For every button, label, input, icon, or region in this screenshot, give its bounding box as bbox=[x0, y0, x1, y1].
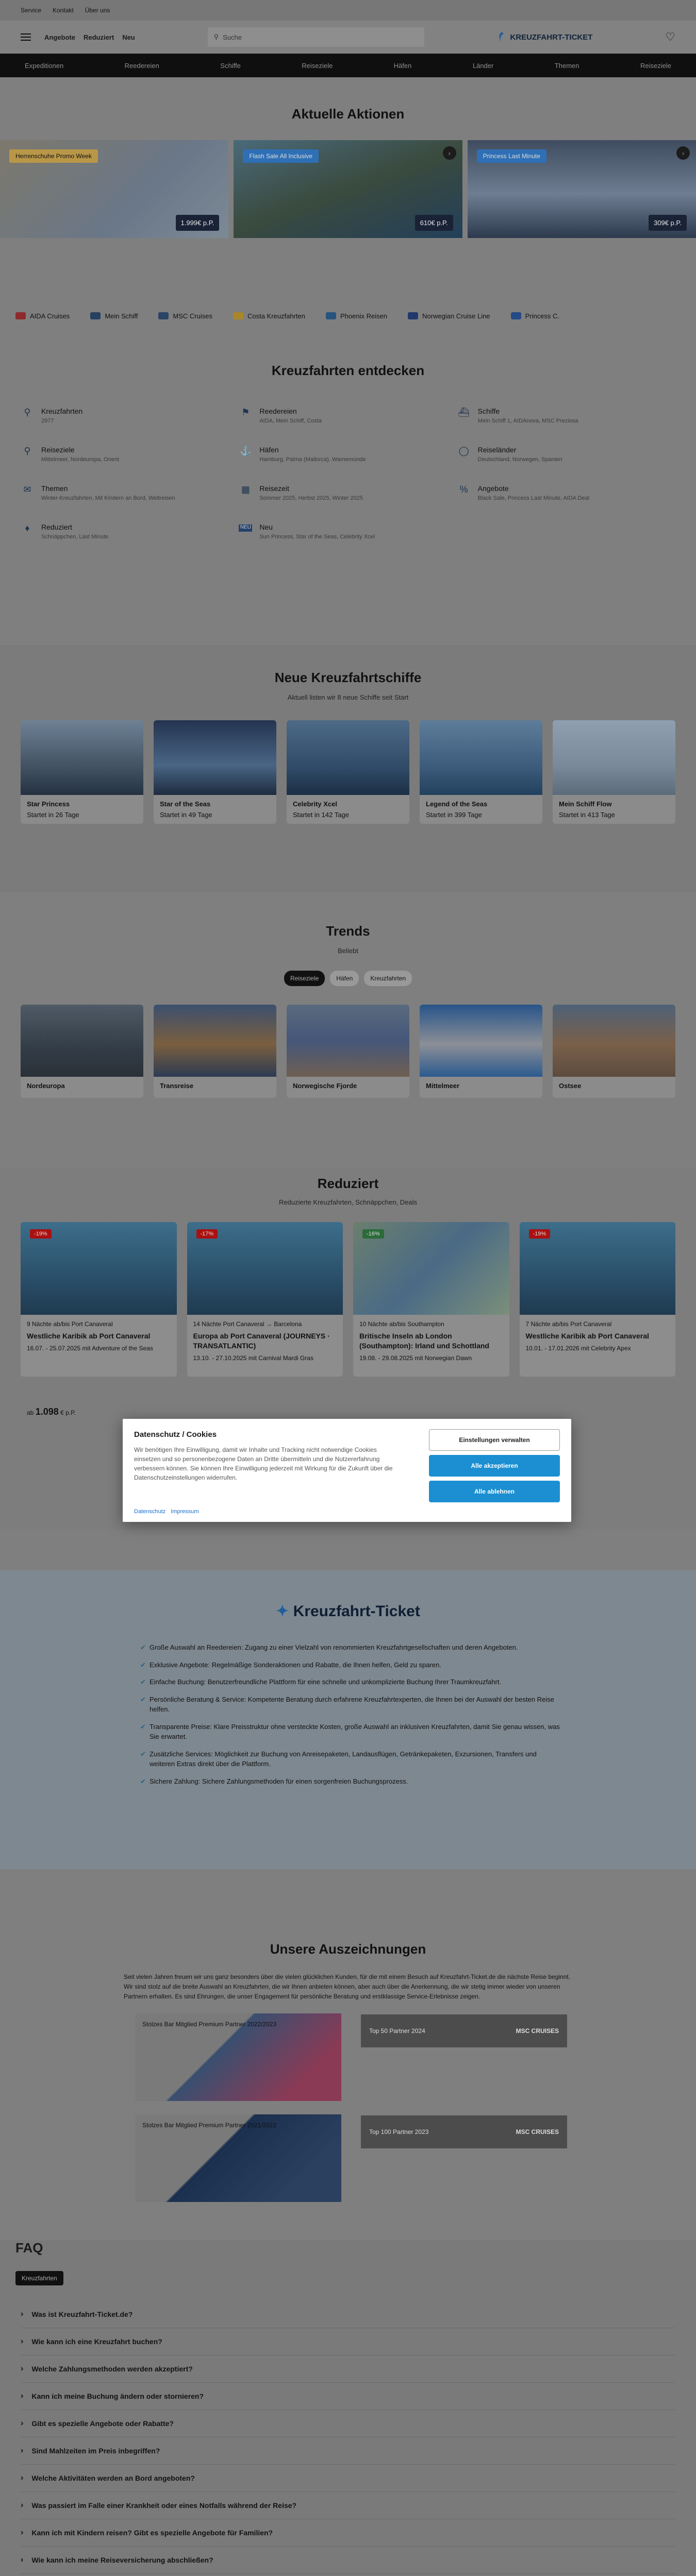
discover-item[interactable] bbox=[457, 407, 675, 425]
offer-price-value: 1.098 bbox=[35, 1406, 59, 1417]
imprint-link[interactable]: Impressum bbox=[171, 1509, 199, 1515]
promo-row bbox=[0, 140, 696, 238]
award-msc bbox=[361, 2014, 567, 2047]
offer-image bbox=[187, 1222, 343, 1315]
trend-card[interactable] bbox=[553, 1005, 675, 1098]
brand-name: Mein Schiff bbox=[105, 312, 138, 320]
brand-logo-icon bbox=[511, 312, 521, 319]
cookie-settings-button[interactable]: Einstellungen verwalten bbox=[429, 1429, 560, 1451]
offer-nights: 14 Nächte Port Canaveral → Barcelona bbox=[193, 1320, 302, 1328]
ship-name: Celebrity Xcel bbox=[293, 800, 337, 808]
search-icon: ⚲ bbox=[24, 407, 31, 417]
discover-item[interactable] bbox=[239, 523, 457, 541]
discover-item-desc: Schnäppchen, Last Minute bbox=[41, 533, 109, 540]
ship-name: Mein Schiff Flow bbox=[559, 800, 612, 808]
trend-name: Transreise bbox=[160, 1082, 194, 1090]
tab-haefen[interactable]: Häfen bbox=[330, 971, 359, 986]
faq-item[interactable]: › Kann ich meine Buchung ändern oder stornieren? bbox=[21, 2383, 675, 2410]
ship-icon: ⛴ bbox=[458, 407, 470, 417]
trend-image bbox=[420, 1005, 542, 1077]
ship-card[interactable] bbox=[553, 720, 675, 824]
about-point: ✔ Persönliche Beratung & Service: Kompetente Beratung durch erfahrene Kreuzfahrtexperten, die Ihnen bei der Auswahl der besten Reise helfen. bbox=[140, 1694, 563, 1715]
cookie-title: Datenschutz / Cookies bbox=[134, 1430, 217, 1439]
discover-item[interactable] bbox=[239, 484, 457, 502]
about-point: ✔ Sichere Zahlung: Sichere Zahlungsmethoden für einen sorgenfreien Buchungsprozess. bbox=[140, 1776, 563, 1787]
promo-badge: Princess Last Minute bbox=[477, 149, 546, 163]
faq-item[interactable] bbox=[21, 2574, 675, 2576]
discover-item-title: Reisezeit bbox=[259, 484, 289, 493]
discount-badge: -16% bbox=[362, 1229, 384, 1239]
faq-item[interactable]: › Gibt es spezielle Angebote oder Rabatte? bbox=[21, 2410, 675, 2437]
newships-sub: Aktuell listen wir 8 neue Schiffe seit Start bbox=[287, 693, 409, 701]
arrow-right-icon: › bbox=[443, 146, 456, 160]
about-point: ✔ Große Auswahl an Reedereien: Zugang zu einer Vielzahl von renommierten Kreuzfahrtgesellschaften und deren Angeboten. bbox=[140, 1642, 563, 1653]
brand-logo-icon bbox=[158, 312, 169, 319]
ship-card[interactable] bbox=[287, 720, 409, 824]
discount-badge: -19% bbox=[30, 1229, 52, 1239]
ship-name: Legend of the Seas bbox=[426, 800, 488, 808]
about-section bbox=[0, 1570, 696, 1869]
catnav-item[interactable]: Themen bbox=[554, 61, 579, 70]
trends-row bbox=[21, 1005, 675, 1098]
discover-item-desc: Mein Schiff 1, AIDAnova, MSC Preziosa bbox=[477, 418, 578, 424]
trend-image bbox=[154, 1005, 276, 1077]
promo-badge: Flash Sale All Inclusive bbox=[243, 149, 319, 163]
reduced-row bbox=[21, 1222, 675, 1377]
brand-name: Princess C. bbox=[525, 312, 560, 320]
trend-image bbox=[553, 1005, 675, 1077]
map-pin-icon: ⚲ bbox=[24, 445, 31, 456]
faq-item[interactable]: › Was passiert im Falle einer Krankheit oder eines Notfalls während der Reise? bbox=[21, 2492, 675, 2519]
ship-name: Star Princess bbox=[27, 800, 70, 808]
offer-dates: 10.01. - 17.01.2026 mit Celebrity Apex bbox=[525, 1345, 631, 1352]
search-input[interactable] bbox=[208, 27, 424, 47]
brand-item[interactable] bbox=[90, 312, 138, 320]
newships-row bbox=[21, 720, 675, 824]
msc-logo: MSC CRUISES bbox=[516, 2128, 559, 2136]
newships-title: Neue Kreuzfahrtschiffe bbox=[274, 670, 422, 685]
about-brand: Kreuzfahrt-Ticket bbox=[293, 1603, 420, 1620]
header bbox=[0, 21, 696, 54]
discover-item-title: Themen bbox=[41, 484, 68, 493]
offer-price: ab 1.098 € p.P. bbox=[27, 1406, 76, 1417]
discover-item-desc: Sommer 2025, Herbst 2025, Winter 2025 bbox=[259, 495, 363, 501]
awards-title: Unsere Auszeichnungen bbox=[270, 1941, 426, 1957]
lighthouse-icon: ⚑ bbox=[241, 407, 250, 417]
faq-item[interactable]: › Sind Mahlzeiten im Preis inbegriffen? bbox=[21, 2437, 675, 2465]
faq-item[interactable]: › Welche Zahlungsmethoden werden akzeptiert? bbox=[21, 2355, 675, 2383]
offer-card[interactable] bbox=[353, 1222, 509, 1377]
cookie-dialog bbox=[123, 1419, 571, 1522]
award-msc bbox=[361, 2115, 567, 2148]
brand-name: AIDA Cruises bbox=[30, 312, 70, 320]
catnav-item[interactable]: Expeditionen bbox=[25, 61, 64, 70]
catnav-item[interactable]: Häfen bbox=[393, 61, 412, 70]
topbar-link-kontakt[interactable]: Kontakt bbox=[53, 7, 74, 14]
discover-item-title: Reiseziele bbox=[41, 445, 75, 454]
about-point: ✔ Einfache Buchung: Benutzerfreundliche Plattform für eine schnelle und unkomplizierte Buchung Ihrer Traumkreuzfahrt. bbox=[140, 1677, 563, 1687]
discover-item-desc: Sun Princess, Star of the Seas, Celebrity Xcel bbox=[259, 533, 375, 540]
deals-title: Aktuelle Aktionen bbox=[291, 106, 405, 122]
discover-item-title: Kreuzfahrten bbox=[41, 407, 83, 415]
ship-info: Startet in 49 Tage bbox=[160, 811, 212, 819]
discover-item[interactable] bbox=[457, 484, 675, 502]
calendar-icon: ▦ bbox=[241, 484, 250, 495]
discover-item-desc: 2977 bbox=[41, 418, 54, 424]
brand-name: Phoenix Reisen bbox=[340, 312, 388, 320]
trend-card[interactable] bbox=[154, 1005, 276, 1098]
cookie-accept-button[interactable]: Alle akzeptieren bbox=[429, 1455, 560, 1477]
trend-image bbox=[287, 1005, 409, 1077]
discover-item-title: Reedereien bbox=[259, 407, 297, 415]
new-icon: NEU bbox=[239, 524, 252, 532]
trend-card[interactable] bbox=[420, 1005, 542, 1098]
cookie-reject-button[interactable]: Alle ablehnen bbox=[429, 1481, 560, 1502]
promo-card[interactable] bbox=[0, 140, 228, 238]
chat-icon: ✉ bbox=[23, 484, 31, 495]
offer-card[interactable] bbox=[21, 1222, 177, 1377]
reduced-sub: Reduzierte Kreuzfahrten, Schnäppchen, Deals bbox=[278, 1198, 418, 1206]
ship-info: Startet in 399 Tage bbox=[426, 811, 482, 819]
offer-card[interactable] bbox=[520, 1222, 676, 1377]
trend-image bbox=[21, 1005, 143, 1077]
brand-logo-icon bbox=[90, 312, 101, 319]
main-nav bbox=[44, 33, 135, 41]
trends-sub: Beliebt bbox=[338, 947, 358, 955]
brand-item[interactable] bbox=[233, 312, 305, 320]
brand-item[interactable] bbox=[158, 312, 212, 320]
faq-chip[interactable]: Kreuzfahrten bbox=[15, 2271, 63, 2285]
topbar-link-about[interactable]: Über uns bbox=[85, 7, 110, 14]
topbar-link-service[interactable]: Service bbox=[21, 7, 42, 14]
discover-item[interactable] bbox=[21, 446, 239, 464]
award-badge: Stolzes Bar Mitglied Premium Partner 2021/2022 bbox=[135, 2114, 341, 2202]
discover-item-desc: Hamburg, Palma (Mallorca), Warnemünde bbox=[259, 456, 366, 463]
faq-section bbox=[0, 2240, 696, 2576]
nav-angebote[interactable]: Angebote bbox=[44, 33, 75, 41]
discover-item[interactable] bbox=[21, 523, 239, 541]
brand-logo-icon bbox=[233, 312, 243, 319]
offer-image bbox=[353, 1222, 509, 1315]
trend-name: Nordeuropa bbox=[27, 1082, 65, 1090]
ship-image bbox=[553, 720, 675, 795]
ship-info: Startet in 413 Tage bbox=[559, 811, 615, 819]
discover-item-title: Schiffe bbox=[477, 407, 500, 415]
offer-title: Europa ab Port Canaveral (JOURNEYS · TRANSATLANTIC) bbox=[193, 1332, 330, 1350]
anchor-icon: ⚓ bbox=[240, 445, 252, 456]
trend-tabs bbox=[0, 971, 696, 986]
percent-icon: % bbox=[459, 484, 468, 495]
promo-price: 610€ p.P. bbox=[415, 215, 453, 231]
offer-title: Britische Inseln ab London (Southampton): Irland und Schottland bbox=[359, 1332, 489, 1350]
discover-item-desc: Deutschland, Norwegen, Spanien bbox=[477, 456, 562, 463]
discover-item[interactable] bbox=[457, 446, 675, 464]
trends-title: Trends bbox=[326, 923, 370, 939]
about-logo bbox=[0, 1602, 696, 1620]
offer-dates: 13.10. - 27.10.2025 mit Carnival Mardi Gras bbox=[193, 1354, 313, 1362]
ship-card[interactable] bbox=[21, 720, 143, 824]
globe-icon: ◯ bbox=[458, 445, 469, 456]
menu-icon[interactable] bbox=[21, 33, 31, 41]
reduced-title: Reduziert bbox=[317, 1176, 379, 1191]
catnav-item[interactable]: Schiffe bbox=[220, 61, 241, 70]
award-badge: Stolzes Bar Mitglied Premium Partner 2022/2023 bbox=[135, 2013, 341, 2101]
offer-nights: 9 Nächte ab/bis Port Canaveral bbox=[27, 1320, 113, 1328]
discover-item-title: Reiseländer bbox=[477, 445, 517, 454]
ship-image bbox=[420, 720, 542, 795]
faq-item[interactable]: › Wie kann ich meine Reiseversicherung abschließen? bbox=[21, 2547, 675, 2574]
offer-title: Westliche Karibik ab Port Canaveral bbox=[27, 1332, 151, 1341]
about-list bbox=[140, 1642, 563, 1793]
nav-reduziert[interactable]: Reduziert bbox=[83, 33, 114, 41]
ship-card[interactable] bbox=[420, 720, 542, 824]
ship-info: Startet in 26 Tage bbox=[27, 811, 79, 819]
offer-card[interactable] bbox=[187, 1222, 343, 1377]
category-nav bbox=[0, 54, 696, 77]
ship-image bbox=[154, 720, 276, 795]
trend-card[interactable] bbox=[21, 1005, 143, 1098]
promo-card[interactable] bbox=[234, 140, 462, 238]
discover-item-title: Häfen bbox=[259, 445, 279, 454]
faq-item[interactable]: › Welche Aktivitäten werden an Bord angeboten? bbox=[21, 2465, 675, 2492]
award-msc-text: Top 100 Partner 2023 bbox=[369, 2128, 429, 2136]
discover-item-title: Neu bbox=[259, 522, 273, 531]
brand-strip bbox=[0, 304, 696, 328]
brand-item[interactable] bbox=[15, 312, 70, 320]
offer-image bbox=[520, 1222, 676, 1315]
catnav-item[interactable]: Länder bbox=[472, 61, 494, 70]
trend-card[interactable] bbox=[287, 1005, 409, 1098]
discover-item[interactable] bbox=[21, 407, 239, 425]
about-point: ✔ Transparente Preise: Klare Preisstruktur ohne versteckte Kosten, große Auswahl an inklusiven Kreuzfahrten, damit Sie genau wissen, was Sie erwartet. bbox=[140, 1722, 563, 1742]
catnav-item[interactable]: Reedereien bbox=[124, 61, 159, 70]
faq-item[interactable]: › Was ist Kreuzfahrt-Ticket.de? bbox=[21, 2301, 675, 2328]
nav-neu[interactable]: Neu bbox=[122, 33, 135, 41]
discover-item-title: Angebote bbox=[477, 484, 509, 493]
ship-image bbox=[21, 720, 143, 795]
discover-item-desc: Black Sale, Princess Last Minute, AIDA Deal bbox=[477, 495, 590, 501]
brand-name: Costa Kreuzfahrten bbox=[247, 312, 305, 320]
search-icon: ⚲ bbox=[213, 33, 219, 41]
awards-section bbox=[0, 1869, 696, 2240]
discover-title: Kreuzfahrten entdecken bbox=[271, 363, 425, 378]
brand-item[interactable] bbox=[326, 312, 387, 320]
promo-card[interactable] bbox=[468, 140, 696, 238]
trend-name: Ostsee bbox=[559, 1082, 582, 1090]
discount-badge: -17% bbox=[196, 1229, 218, 1239]
faq-list bbox=[21, 2301, 675, 2576]
about-point: ✔ Exklusive Angebote: Regelmäßige Sonderaktionen und Rabatte, die Ihnen helfen, Geld zu sparen. bbox=[140, 1660, 563, 1670]
ship-card[interactable] bbox=[154, 720, 276, 824]
tag-icon: ♦ bbox=[25, 522, 30, 533]
promo-price: 309€ p.P. bbox=[649, 215, 687, 231]
brand-item[interactable] bbox=[408, 312, 490, 320]
offer-nights: 10 Nächte ab/bis Southampton bbox=[359, 1320, 444, 1328]
discover-item-title: Reduziert bbox=[41, 522, 72, 531]
brand-logo-icon bbox=[408, 312, 418, 319]
tab-kreuzfahrten[interactable]: Kreuzfahrten bbox=[364, 971, 412, 986]
faq-item[interactable]: › Kann ich mit Kindern reisen? Gibt es spezielle Angebote für Familien? bbox=[21, 2519, 675, 2547]
offer-image bbox=[21, 1222, 177, 1315]
brand-name: MSC Cruises bbox=[173, 312, 212, 320]
discover-item-desc: Winter-Kreuzfahrten, Mit Kindern an Bord, Weltreisen bbox=[41, 495, 175, 501]
discover-grid bbox=[21, 407, 675, 540]
faq-item[interactable]: › Wie kann ich eine Kreuzfahrt buchen? bbox=[21, 2328, 675, 2355]
brand-item[interactable] bbox=[511, 312, 559, 320]
about-point: ✔ Zusätzliche Services: Möglichkeit zur Buchung von Anreisepaketen, Landausflügen, Getränkepaketen, Exzursionen, Transfers und weiteren Extras direkt über die Plattform. bbox=[140, 1749, 563, 1769]
awards-text: Seit vielen Jahren freuen wir uns ganz besonders über die vielen glücklichen Kunden, für die mit einem Besuch auf Kreuzfahrt-Ticket.de die nächste Reise beginnt. Wir sind stolz auf die breite Auswahl an Kreuzfahrten, die wir Ihnen anbieten können, aber auch über die Anerkennung, die wir stetig immer wieder von unseren Partnern erhalten. Es sind Ehrungen, die unser Engagement für persönliche Beratung und erstklassige Service-Erlebnisse zeigen. bbox=[124, 1973, 571, 2001]
discount-badge: -19% bbox=[529, 1229, 551, 1239]
catnav-item[interactable]: Reiseziele bbox=[302, 61, 333, 70]
search-placeholder: Suche bbox=[223, 33, 242, 41]
logo-icon: ✦ bbox=[276, 1603, 289, 1620]
discover-item[interactable] bbox=[239, 407, 457, 425]
discover-item[interactable] bbox=[239, 446, 457, 464]
catnav-item[interactable]: Reiseziele bbox=[640, 61, 671, 70]
ship-name: Star of the Seas bbox=[160, 800, 211, 808]
cookie-text: Wir benötigen Ihre Einwilligung, damit wir Inhalte und Tracking nicht notwendige Cookies einsetzen und so personenbezogene Daten an Dritte übermitteln und die Nutzererfahrung verbessern können. Sie können Ihre Einwilligung jederzeit mit Wirkung für die Zukunft über die Datenschutzeinstellungen widerrufen. bbox=[134, 1446, 393, 1481]
ship-info: Startet in 142 Tage bbox=[293, 811, 349, 819]
logo-icon bbox=[496, 31, 507, 43]
brand-name: Norwegian Cruise Line bbox=[422, 312, 490, 320]
offer-dates: 19.08. - 29.08.2025 mit Norwegian Dawn bbox=[359, 1354, 472, 1362]
discover-item-desc: Mittelmeer, Nordeuropa, Orient bbox=[41, 456, 120, 463]
promo-price: 1.999€ p.P. bbox=[176, 215, 220, 231]
faq-title: FAQ bbox=[15, 2240, 43, 2256]
heart-icon[interactable]: ♡ bbox=[665, 30, 675, 43]
offer-dates: 16.07. - 25.07.2025 mit Adventure of the Seas bbox=[27, 1345, 153, 1352]
msc-logo: MSC CRUISES bbox=[516, 2027, 559, 2035]
offer-title: Westliche Karibik ab Port Canaveral bbox=[525, 1332, 649, 1341]
ship-image bbox=[287, 720, 409, 795]
brand-logo-icon bbox=[326, 312, 336, 319]
promo-badge: Herrenschuhe Promo Week bbox=[9, 149, 98, 163]
brand-logo-icon bbox=[15, 312, 26, 319]
offer-nights: 7 Nächte ab/bis Port Canaveral bbox=[525, 1320, 612, 1328]
privacy-link[interactable]: Datenschutz bbox=[134, 1509, 166, 1515]
award-msc-text: Top 50 Partner 2024 bbox=[369, 2027, 425, 2035]
trend-name: Mittelmeer bbox=[426, 1082, 460, 1090]
logo-text: KREUZFAHRT-TICKET bbox=[510, 32, 593, 42]
header-logo[interactable] bbox=[496, 31, 592, 43]
discover-item-desc: AIDA, Mein Schiff, Costa bbox=[259, 418, 322, 424]
arrow-right-icon: › bbox=[676, 146, 690, 160]
tab-reiseziele[interactable]: Reiseziele bbox=[284, 971, 325, 986]
discover-item[interactable] bbox=[21, 484, 239, 502]
topbar bbox=[0, 0, 696, 21]
trend-name: Norwegische Fjorde bbox=[293, 1082, 357, 1090]
